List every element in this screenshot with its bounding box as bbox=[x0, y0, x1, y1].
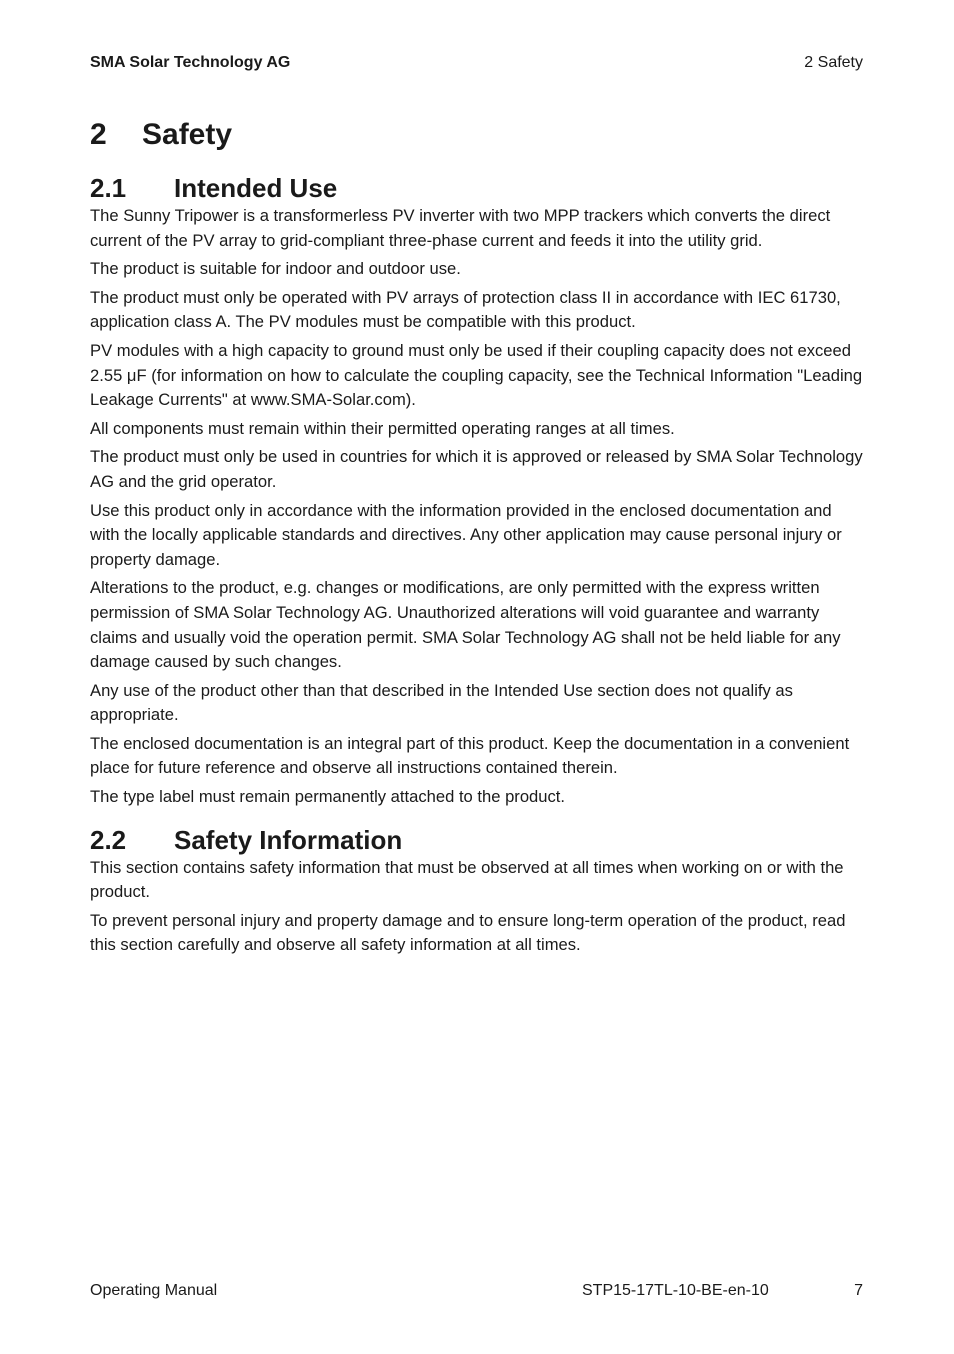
header-company: SMA Solar Technology AG bbox=[90, 54, 291, 71]
paragraph: This section contains safety information that must be observed at all times when working on or with the product. bbox=[90, 857, 844, 902]
section-title: Safety Information bbox=[174, 824, 403, 855]
section-number: 2.2 bbox=[90, 824, 127, 855]
header-section: 2 Safety bbox=[804, 54, 863, 71]
chapter-heading bbox=[90, 114, 863, 158]
footer-page-number: 7 bbox=[854, 1282, 863, 1299]
paragraph: Any use of the product other than that described in the Intended Use section does not qualify as appropriate. bbox=[90, 680, 793, 725]
chapter-title: Safety bbox=[142, 118, 233, 151]
paragraph: PV modules with a high capacity to ground must only be used if their coupling capacity does not exceed 2.55 μF (for information on how to calculate the coupling capacity, see the Technical Information "Leading Leakage Currents" at www.SMA-Solar.com). bbox=[90, 340, 863, 410]
safety-information-body bbox=[90, 856, 863, 958]
section-title: Intended Use bbox=[174, 173, 338, 203]
paragraph: The product is suitable for indoor and outdoor use. bbox=[90, 259, 461, 279]
section-heading-intended-use bbox=[90, 170, 863, 206]
running-header bbox=[90, 52, 863, 74]
intended-use-body bbox=[90, 204, 863, 810]
section-heading-safety-information bbox=[90, 822, 863, 858]
footer-document-id: STP15-17TL-10-BE-en-10 bbox=[582, 1282, 769, 1299]
paragraph: The Sunny Tripower is a transformerless PV inverter with two MPP trackers which converts the direct current of the PV array to grid-compliant three-phase current and feeds it into the utility grid. bbox=[90, 206, 831, 250]
section-number: 2.1 bbox=[90, 173, 127, 203]
running-footer bbox=[90, 1280, 863, 1302]
paragraph: To prevent personal injury and property damage and to ensure long-term operation of the product, read this section carefully and observe all safety information at all times. bbox=[90, 910, 846, 955]
paragraph: The enclosed documentation is an integral part of this product. Keep the documentation in a convenient place for future reference and observe all instructions contained therein. bbox=[90, 733, 850, 778]
paragraph: All components must remain within their permitted operating ranges at all times. bbox=[90, 418, 675, 438]
paragraph: Use this product only in accordance with the information provided in the enclosed documentation and with the locally applicable standards and directives. Any other application may cause personal injury or property damage. bbox=[90, 500, 842, 569]
chapter-number: 2 bbox=[90, 118, 107, 151]
paragraph: The product must only be operated with PV arrays of protection class II in accordance with IEC 61730, application class A. The PV modules must be compatible with this product. bbox=[90, 287, 841, 332]
paragraph: Alterations to the product, e.g. changes or modifications, are only permitted with the express written permission of SMA Solar Technology AG. Unauthorized alterations will void guarantee and warranty claims and usually void the operation permit. SMA Solar Technology AG shall not be held liable for any damage caused by such changes. bbox=[90, 578, 841, 672]
paragraph: The product must only be used in countries for which it is approved or released by SMA Solar Technology AG and the grid operator. bbox=[90, 447, 863, 491]
footer-document-type: Operating Manual bbox=[90, 1282, 218, 1299]
page-content bbox=[90, 114, 863, 962]
paragraph: The type label must remain permanently attached to the product. bbox=[90, 787, 566, 807]
